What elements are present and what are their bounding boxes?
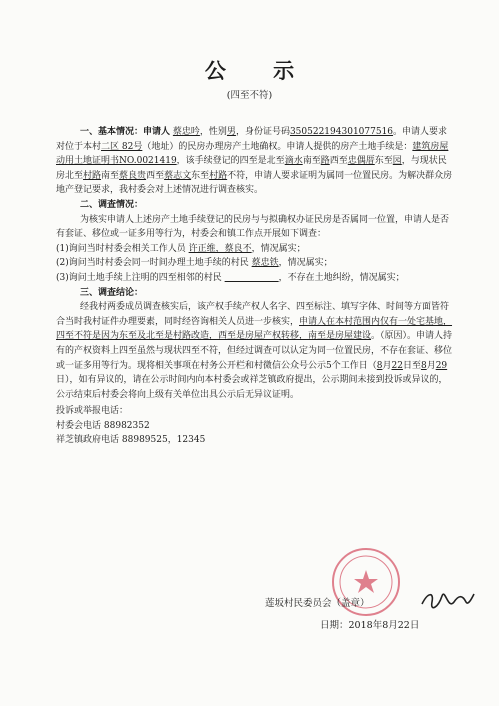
gender-label: ，性别 xyxy=(199,127,227,137)
north-boundary-2: 村路 xyxy=(83,170,102,181)
conclusion-text-2: 。（原因）。申请人持有的产权资料上四至虽然与现状四至不符，但经过调查可以认定为同一位置民房，不存在套证、移位或一证多用等行为。现将相关事项在村务公开栏和村微信公众号公示5个工作日（ xyxy=(56,331,453,371)
west-boundary: 忠偶厝 xyxy=(347,156,375,167)
section2-intro: 为核实申请人上述房产土地手续登记的民房与与拟确权办证民房是否属同一位置，申请人是否有套证、移位或一证多用等行为，村委会和镇工作点开展如下调查： xyxy=(56,214,450,240)
applicant-gender: 男 xyxy=(226,127,236,137)
conclusion-text-1: 经我村两委成员调查核实后，该产权手续产权人名字、四至标注、填写字体、时间等方面皆符合当时我村证件办理要素，同时经咨询相关人员进一步核实， xyxy=(56,302,450,327)
east-label: 东至 xyxy=(374,156,393,167)
west-label: 西至 xyxy=(329,156,348,167)
contact-block xyxy=(56,404,454,448)
section1-heading: 一、基本情况：申请人 xyxy=(80,127,171,137)
east-boundary-2: 村路 xyxy=(209,170,228,181)
town-phone: 88989525，12345 xyxy=(121,435,206,446)
survey-item-1-end: ，情况属实； xyxy=(251,243,306,254)
section3-conclusion: 经我村两委成员调查核实后，该产权手续产权人名字、四至标注、填写字体、时间等方面皆符合当时我村证件办理要素，同时经咨询相关人员进一步核实，申请人在本村范围内仅有一处宅基地，四至不符是因为东至及北至是村路改造，西至是房屋产权转移，南至是房屋建设。（原因）。申请人持有的产权资料上四至虽然与现状四至不符，但经过调查可以认定为同一位置民房，不存在套证、移位或一证多用等行为。现将相关事项在村务公开栏和村微信公众号公示5个工作日（8月22日至8月29日），如有异议的，请在公示时间内向本村委会或祥芝镇政府提出，公示期间未接到投诉或异议的，公示结束后村委会将向上级有关单位出具公示后无异议证明。 xyxy=(56,302,453,400)
notice-body xyxy=(56,125,454,448)
date-value: 2018年8月22日 xyxy=(348,620,420,631)
survey-item-3-blank xyxy=(225,273,279,283)
survey-item-2-name: 蔡忠铁 xyxy=(251,258,279,269)
conclusion-text-3: ），如有异议的，请在公示时间内向本村委会或祥芝镇政府提出，公示期间未接到投诉或异议的，公示结束后村委会将向上级有关单位出具公示后无异议证明。 xyxy=(56,375,448,400)
text-1: 。申请人要求对位于本村 xyxy=(56,127,448,152)
survey-item-2-end: ，情况属实； xyxy=(278,258,333,269)
page-subtitle: (四至不符) xyxy=(226,90,273,101)
section3-heading xyxy=(56,286,454,301)
text-2: （地址）的民房办理房产土地确权。申请人提供的房产土地手续是： xyxy=(142,141,413,152)
survey-item-2 xyxy=(56,256,454,271)
signoff-org: 莲坂村民委员会（盖章） xyxy=(265,598,370,609)
west-boundary-2: 蔡志文 xyxy=(164,170,192,181)
text-3: ，该手续登记的四至是北至 xyxy=(176,156,285,167)
id-number: 350522194301077516 xyxy=(289,127,394,137)
id-label: ，身份证号码 xyxy=(235,127,290,137)
location: 二区 82号 xyxy=(101,141,143,152)
date-label: 日期： xyxy=(320,620,349,631)
south-boundary-2: 蔡良贵 xyxy=(119,170,147,181)
village-phone-line xyxy=(56,419,454,434)
south-label: 南至 xyxy=(302,156,321,167)
south-boundary: 路 xyxy=(320,156,330,167)
section2-heading-text: 二、调查情况： xyxy=(80,199,144,210)
survey-item-3 xyxy=(56,271,454,286)
town-phone-label: 祥芝镇政府电话 xyxy=(56,435,120,446)
date-to-day: 29 xyxy=(435,360,448,371)
east-boundary: 园 xyxy=(392,156,402,167)
survey-item-2-text: (2)询问当时村委会同一时间办理土地手续的村民 xyxy=(56,258,249,269)
conclusion-underlined: 申请人在本村范围内仅有一处宅基地，四至不符是因为东至及北至是村路改造，西至是房屋产权转移，南至是房屋建设 xyxy=(56,316,453,342)
survey-item-3-text: (3)询问土地手续上注明的四至相邻的村民 xyxy=(56,272,222,283)
contact-heading: 投诉或举报电话： xyxy=(56,406,129,417)
north-boundary: 滴水 xyxy=(284,156,303,167)
page-title: 公 示 xyxy=(204,58,315,83)
survey-item-3-end: ，不存在土地纠纷，情况属实； xyxy=(278,272,405,283)
west-label-2: 西至 xyxy=(146,170,165,181)
survey-item-1 xyxy=(56,242,454,257)
village-phone: 88982352 xyxy=(103,420,150,431)
applicant-name: 蔡忠吟 xyxy=(172,127,200,137)
village-phone-label: 村委会电话 xyxy=(56,420,102,431)
town-phone-line xyxy=(56,433,454,448)
handwritten-signature xyxy=(418,584,476,622)
text-4: ，与现状民房北至 xyxy=(56,156,447,181)
survey-item-1-text: (1)询问当时村委会相关工作人员 xyxy=(56,243,186,254)
section3-heading-text: 三、调查结论： xyxy=(80,287,144,298)
land-document: 建筑房屋动用土地证明书NO.0021419 xyxy=(56,141,449,167)
east-label-2: 东至 xyxy=(191,170,210,181)
text-5: 不符，申请人要求证明为属同一位置民房。为解决群众房地产登记要求，我村委会对上述情况进行调查核实。 xyxy=(56,170,453,196)
section2-heading xyxy=(56,198,454,213)
date-to-month: 8 xyxy=(420,360,427,371)
survey-item-1-names: 许正维，蔡良不 xyxy=(188,243,252,254)
south-label-2: 南至 xyxy=(101,170,120,181)
date-from-month: 8 xyxy=(376,360,383,371)
date-from-day: 22 xyxy=(391,360,403,371)
section-basic-info xyxy=(56,125,454,198)
signature-icon xyxy=(418,584,476,618)
